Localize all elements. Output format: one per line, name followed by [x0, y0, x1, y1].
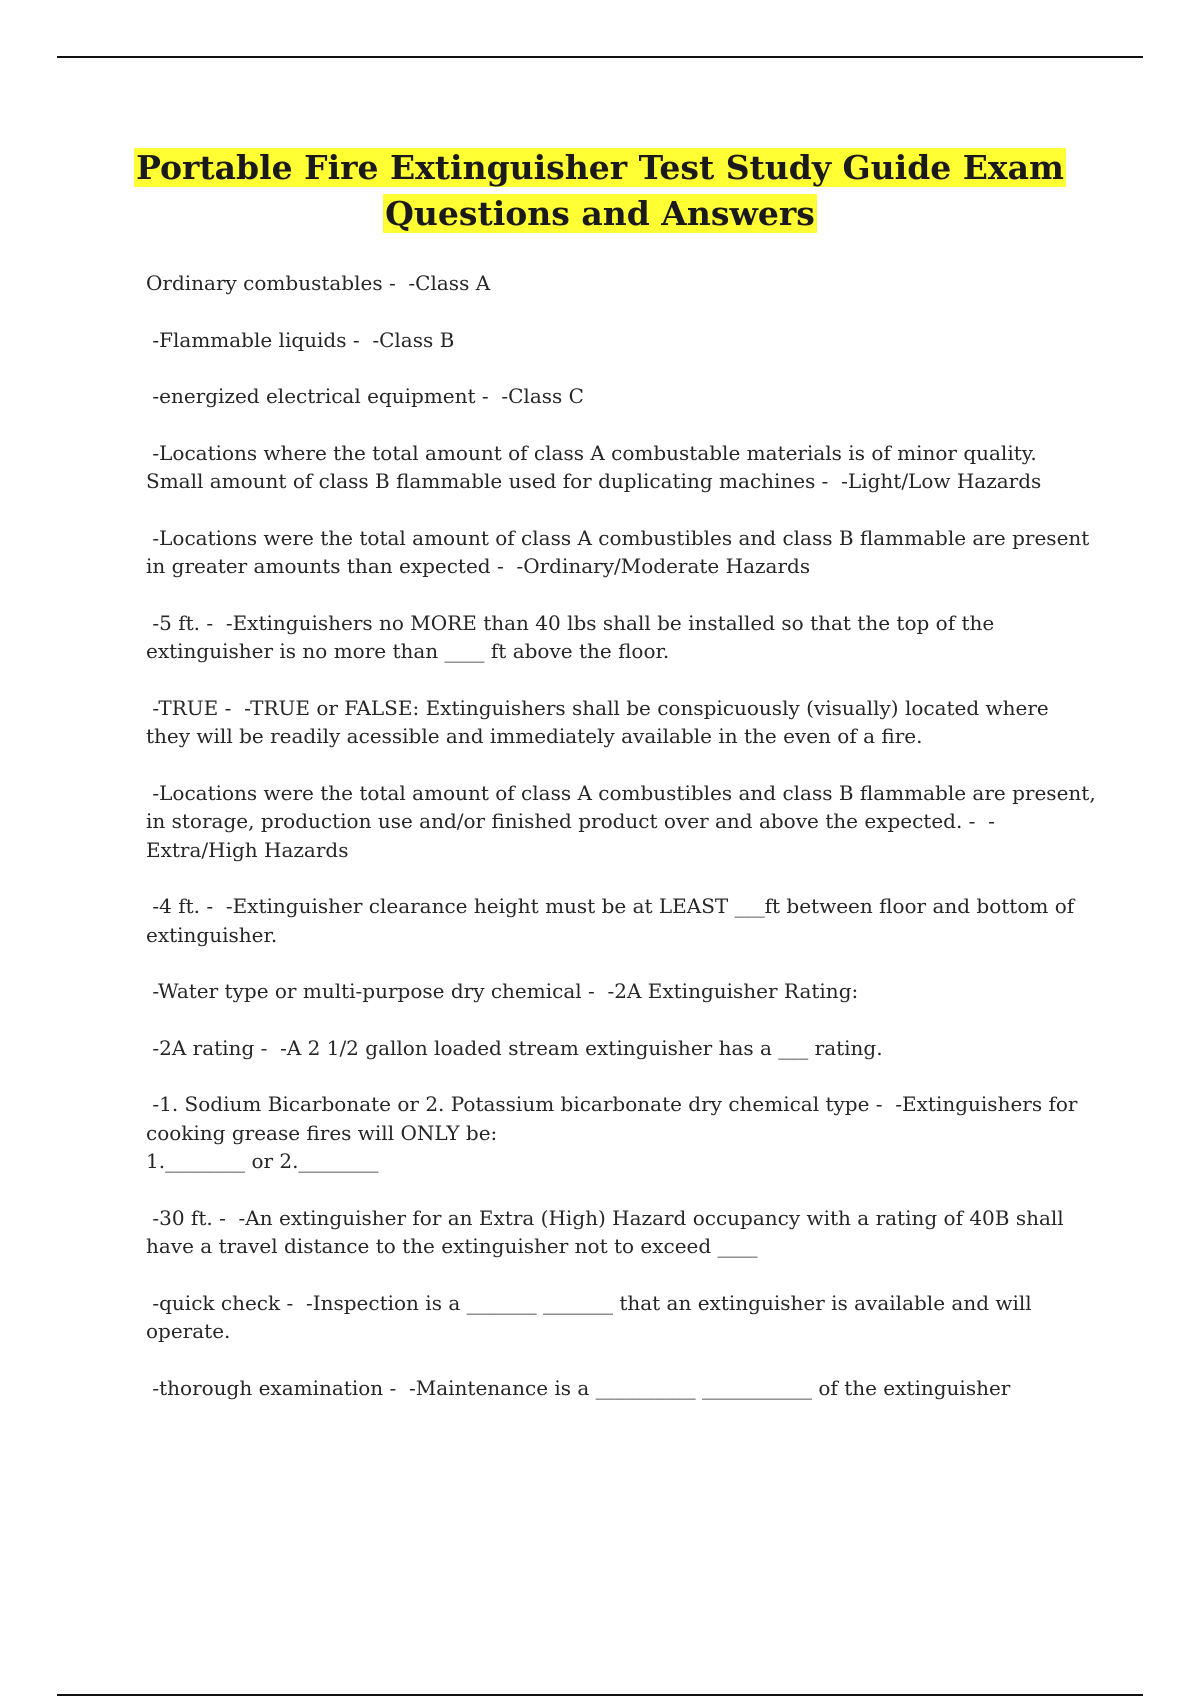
qa-item: -2A rating - -A 2 1/2 gallon loaded stream extinguisher has a ___ rating. [146, 1035, 883, 1060]
qa-item: -Locations were the total amount of class A combustibles and class B flammable are present in greater amounts than expected - -Ordinary/Moderate Hazards [146, 525, 1096, 578]
top-rule [57, 56, 1143, 58]
qa-item: -energized electrical equipment - -Class C [146, 384, 584, 408]
qa-item: -4 ft. - -Extinguisher clearance height must be at LEAST ___ft between floor and bottom of extinguisher. [146, 894, 1081, 947]
qa-item: Ordinary combustables - -Class A [146, 271, 491, 295]
bottom-rule [57, 1694, 1143, 1696]
qa-item: -30 ft. - -An extinguisher for an Extra (High) Hazard occupancy with a rating of 40B shall have a travel distance to the extinguisher not to exceed ____ [146, 1205, 1071, 1258]
qa-item: -5 ft. - -Extinguishers no MORE than 40 lbs shall be installed so that the top of the extinguisher is no more than ____ ft above the floor. [146, 610, 1001, 663]
qa-item: -1. Sodium Bicarbonate or 2. Potassium bicarbonate dry chemical type - -Extinguishers for cooking grease fires will ONLY be: 1.________ or 2.________ [146, 1092, 1078, 1173]
title-line-1: Portable Fire Extinguisher Test Study Guide Exam [136, 148, 1064, 187]
qa-item: -Flammable liquids - -Class B [146, 327, 455, 352]
qa-item: -Locations where the total amount of class A combustable materials is of minor quality. Small amount of class B flammable used for duplicating machines - -Light/Low Hazards [146, 440, 1044, 493]
qa-item: -thorough examination - -Maintenance is a __________ ___________ of the extinguisher [146, 1375, 1011, 1400]
qa-item: -quick check - -Inspection is a _______ _______ that an extinguisher is available and will operate. [146, 1290, 1039, 1343]
qa-item: -Locations were the total amount of class A combustibles and class B flammable are present, in storage, production use and/or finished product over and above the expected. - -Extra/High Hazards [146, 780, 1103, 862]
page-title [130, 145, 1070, 237]
qa-list [146, 269, 1103, 1430]
title-line-2: Questions and Answers [385, 194, 815, 233]
qa-item: -TRUE - -TRUE or FALSE: Extinguishers shall be conspicuously (visually) located where they will be readily acessible and immediately available in the even of a fire. [146, 695, 1056, 748]
qa-item: -Water type or multi-purpose dry chemical - -2A Extinguisher Rating: [146, 979, 859, 1003]
